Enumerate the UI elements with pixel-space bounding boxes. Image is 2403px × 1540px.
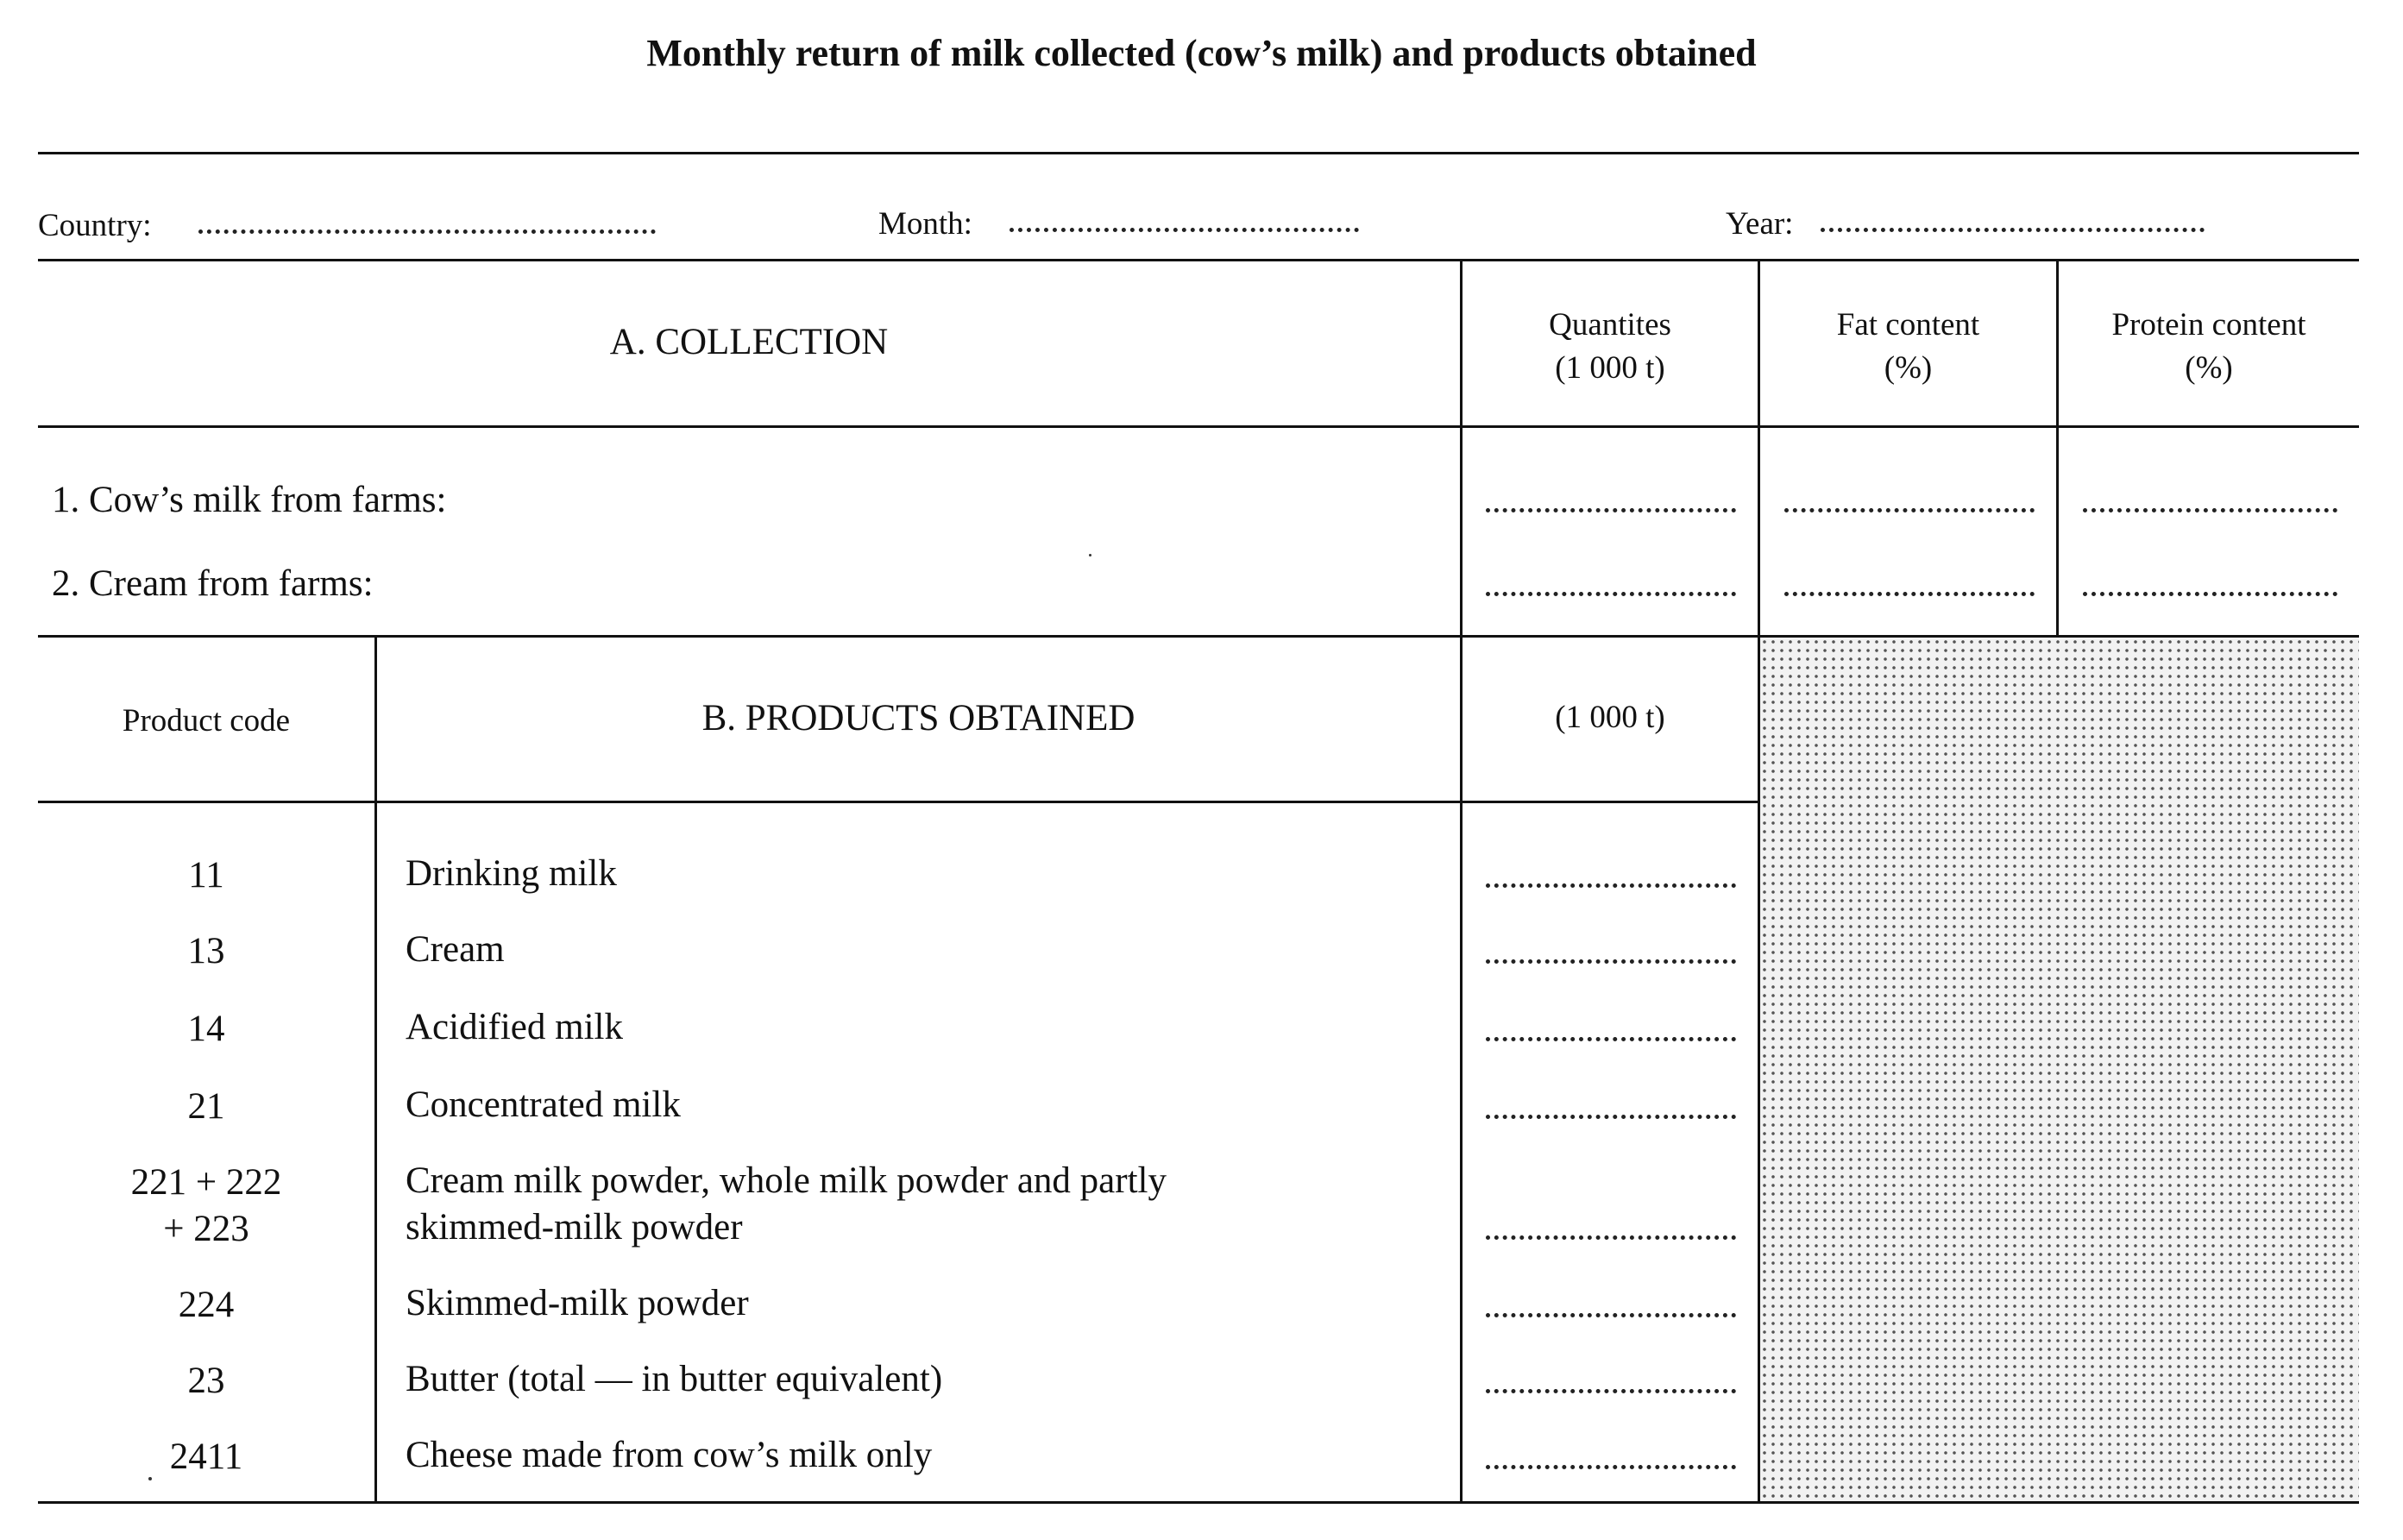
product-code-header: Product code [122, 703, 291, 739]
collection-row-cream: 2. Cream from farms: [52, 563, 374, 604]
quantity-col-divider [1460, 259, 1463, 1503]
collection-header-rule [38, 425, 2359, 428]
protein-content-header [2059, 304, 2359, 390]
product-quantity-field[interactable] [1486, 1115, 1736, 1119]
year-label: Year: [1726, 206, 1794, 242]
scan-speck [1089, 554, 1091, 556]
product-quantity-field[interactable] [1486, 1465, 1736, 1469]
product-name: Skimmed-milk powder [406, 1283, 749, 1323]
top-rule [38, 152, 2359, 154]
product-name: Cream milk powder, whole milk powder and partly [406, 1160, 1167, 1201]
cows-milk-quantity-field[interactable] [1486, 508, 1736, 512]
quantities-header-line2: (1 000 t) [1555, 350, 1665, 386]
product-code: 21 [187, 1086, 225, 1127]
product-code: 221 + 222 [130, 1162, 282, 1203]
year-field[interactable] [1821, 228, 2205, 232]
cream-quantity-field[interactable] [1486, 592, 1736, 596]
scan-speck [148, 1477, 152, 1480]
products-obtained-heading: B. PRODUCTS OBTAINED [701, 698, 1135, 739]
fat-content-header-line1: Fat content [1836, 307, 1980, 343]
quantities-header-line1: Quantites [1549, 307, 1671, 343]
product-name-continued: skimmed-milk powder [406, 1207, 743, 1248]
product-name: Drinking milk [406, 853, 617, 894]
product-name: Cheese made from cow’s milk only [406, 1435, 933, 1475]
cows-milk-protein-field[interactable] [2083, 508, 2337, 512]
product-code: 11 [188, 855, 224, 896]
products-header-rule [38, 801, 1760, 803]
table-bottom-rule [38, 1501, 2359, 1504]
product-name: Cream [406, 929, 505, 970]
product-quantity-field[interactable] [1486, 1389, 1736, 1393]
product-code: 13 [187, 931, 225, 971]
product-code-continued: + 223 [163, 1209, 249, 1249]
product-quantity-field[interactable] [1486, 959, 1736, 964]
table-top-rule [38, 259, 2359, 261]
cream-protein-field[interactable] [2083, 592, 2337, 596]
product-code: 224 [178, 1285, 235, 1325]
page-title: Monthly return of milk collected (cow’s milk) and products obtained [646, 32, 1757, 74]
country-label: Country: [38, 208, 152, 243]
cream-fat-field[interactable] [1784, 592, 2035, 596]
country-field[interactable] [198, 229, 656, 234]
protein-content-header-line1: Protein content [2111, 307, 2306, 343]
product-quantity-field[interactable] [1486, 1235, 1736, 1240]
product-name: Acidified milk [406, 1007, 623, 1047]
month-field[interactable] [1010, 228, 1359, 232]
fat-content-header-line2: (%) [1884, 350, 1933, 386]
product-code-col-divider [374, 635, 377, 1503]
product-name: Butter (total — in butter equivalent) [406, 1359, 943, 1399]
shaded-not-applicable-area [1760, 638, 2359, 1501]
product-code: 2411 [169, 1436, 243, 1477]
quantities-header [1463, 304, 1758, 390]
product-name: Concentrated milk [406, 1084, 681, 1125]
protein-content-header-line2: (%) [2185, 350, 2233, 386]
product-code: 23 [187, 1361, 225, 1401]
collection-row-cows-milk: 1. Cow’s milk from farms: [52, 480, 447, 520]
product-quantity-field[interactable] [1486, 1313, 1736, 1317]
products-unit-header: (1 000 t) [1555, 700, 1665, 735]
product-code: 14 [187, 1009, 225, 1049]
product-quantity-field[interactable] [1486, 883, 1736, 888]
product-quantity-field[interactable] [1486, 1037, 1736, 1041]
collection-heading: A. COLLECTION [609, 322, 889, 362]
fat-content-header [1760, 304, 2056, 390]
month-label: Month: [878, 206, 972, 242]
cows-milk-fat-field[interactable] [1784, 508, 2035, 512]
